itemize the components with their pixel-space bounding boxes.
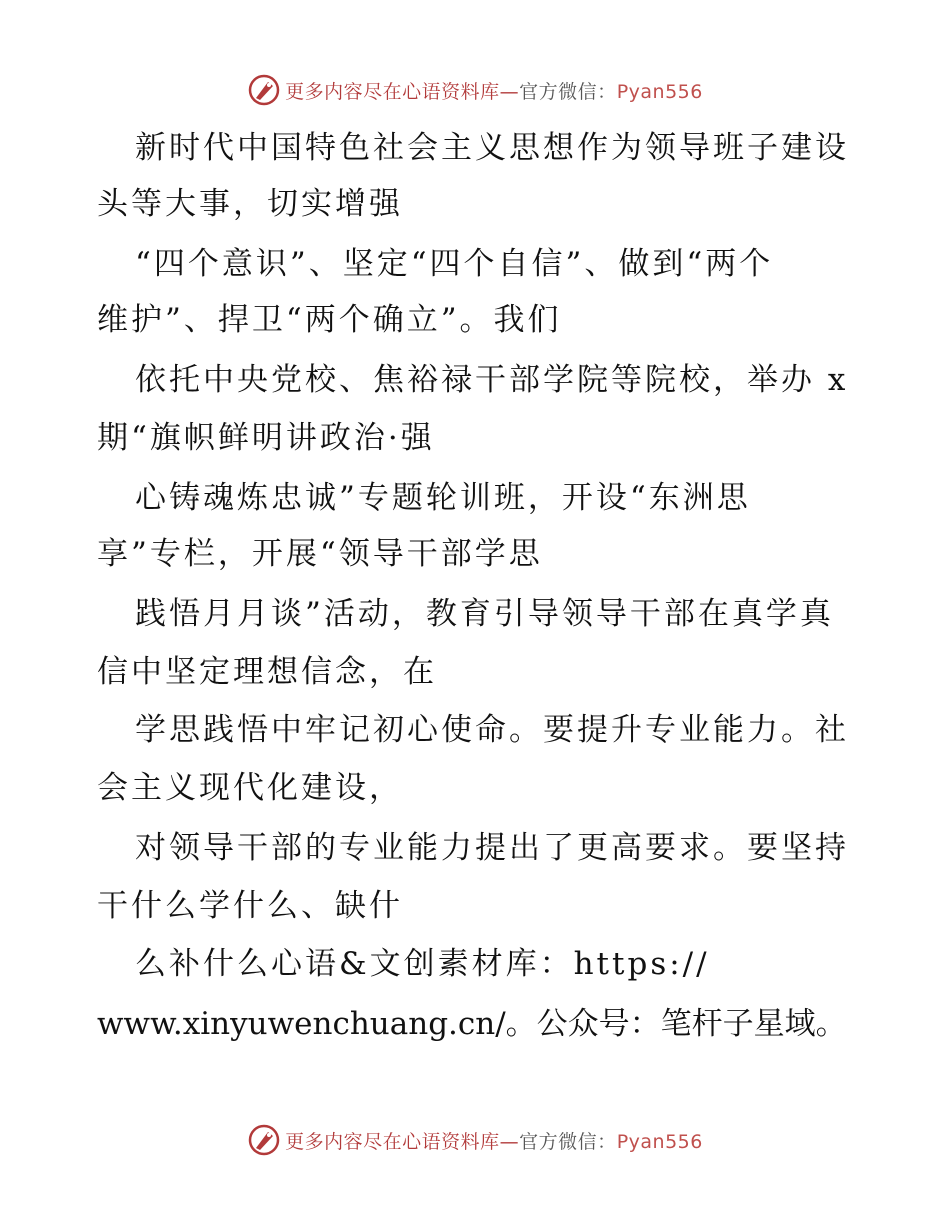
banner-site-text: 更多内容尽在心语资料库 xyxy=(285,1130,500,1153)
body-line: 新时代中国特色社会主义思想作为领导班子建设 xyxy=(135,130,849,166)
body-line: 期“旗帜鲜明讲政治·强 xyxy=(97,420,435,456)
body-line: 头等大事，切实增强 xyxy=(97,186,403,222)
body-line: www.xinyuwenchuang.cn/。公众号：笔杆子星域。 xyxy=(97,1006,847,1042)
body-line: 维护”、捍卫“两个确立”。我们 xyxy=(97,302,562,338)
banner-wechat-id: Pyan556 xyxy=(616,80,703,103)
body-line: 践悟月月谈”活动，教育引导领导干部在真学真 xyxy=(135,596,834,632)
footer-banner xyxy=(0,1122,950,1158)
banner-dash: — xyxy=(499,80,520,103)
pen-nib-logo-icon xyxy=(247,1123,281,1157)
banner-site-text: 更多内容尽在心语资料库 xyxy=(285,80,500,103)
body-line: 学思践悟中牢记初心使命。要提升专业能力。社 xyxy=(135,712,849,748)
banner-wechat-label: 官方微信： xyxy=(519,80,617,103)
banner-dash: — xyxy=(499,1130,520,1153)
body-line: 会主义现代化建设， xyxy=(97,770,403,806)
body-line: 依托中央党校、焦裕禄干部学院等院校，举办 x xyxy=(135,362,849,398)
body-line: 干什么学什么、缺什 xyxy=(97,888,403,924)
banner-wechat-label: 官方微信： xyxy=(519,1130,617,1153)
pen-nib-logo-icon xyxy=(247,73,281,107)
body-line: 享”专栏，开展“领导干部学思 xyxy=(97,536,543,572)
header-banner xyxy=(0,72,950,108)
banner-wechat-id: Pyan556 xyxy=(616,1130,703,1153)
body-line: 对领导干部的专业能力提出了更高要求。要坚持 xyxy=(135,830,849,866)
body-line: 么补什么心语&文创素材库：https:// xyxy=(135,946,710,982)
body-line: 心铸魂炼忠诚”专题轮训班，开设“东洲思 xyxy=(135,480,751,516)
body-line: “四个意识”、坚定“四个自信”、做到“两个 xyxy=(135,246,774,282)
banner-text xyxy=(285,1127,703,1154)
banner-text xyxy=(285,77,703,104)
body-line: 信中坚定理想信念，在 xyxy=(97,654,437,690)
